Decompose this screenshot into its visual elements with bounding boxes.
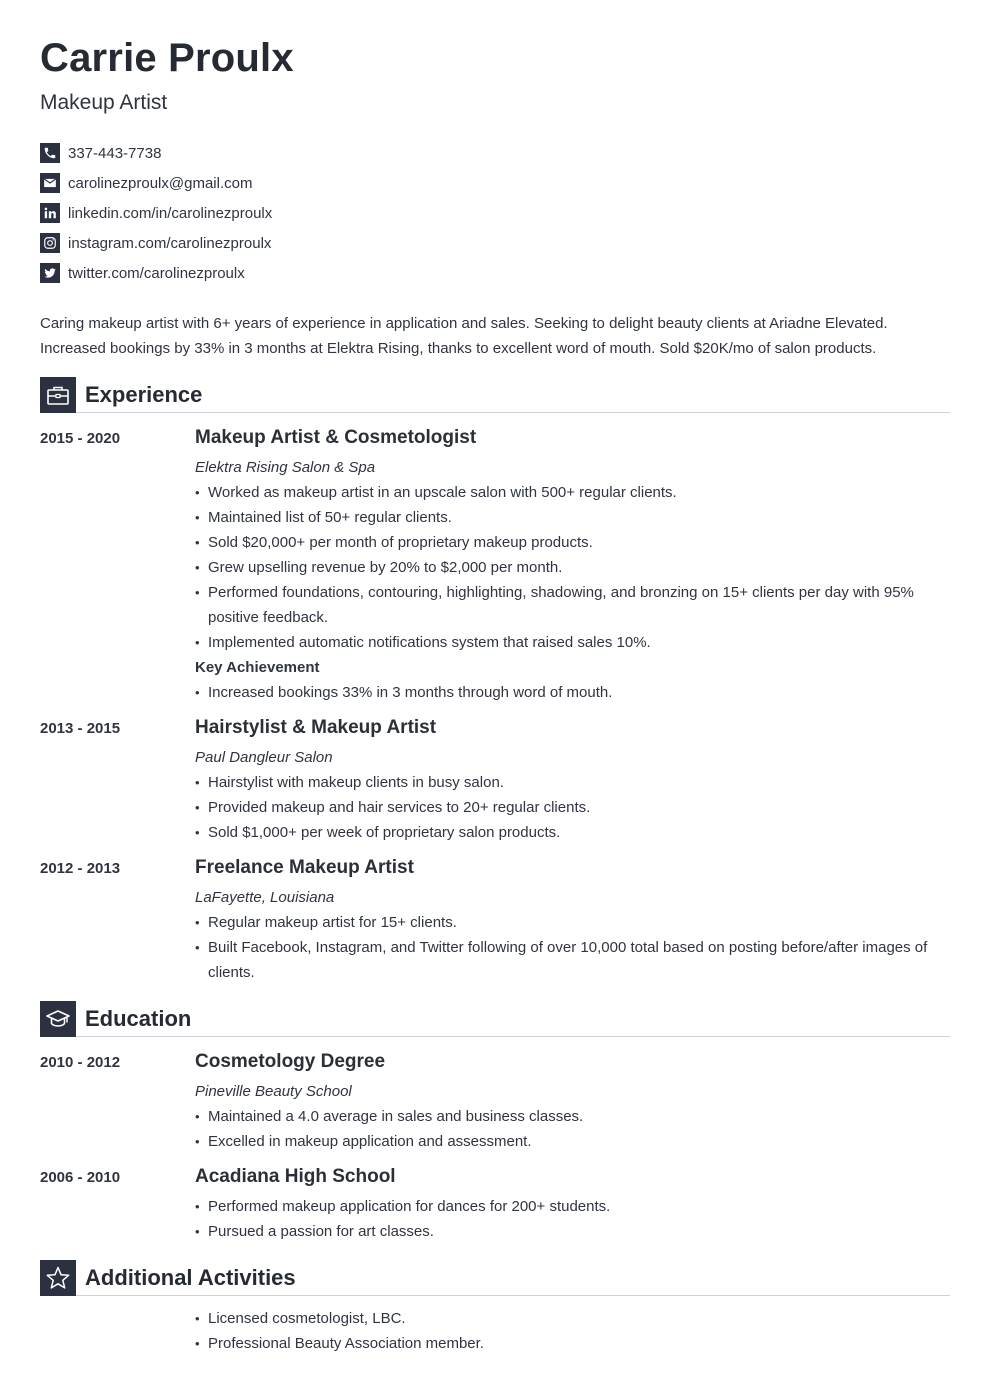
entry-body bbox=[195, 715, 935, 845]
email-icon bbox=[40, 173, 60, 193]
entry-title: Makeup Artist & Cosmetologist bbox=[195, 427, 477, 448]
contact-linkedin bbox=[40, 198, 440, 228]
experience-section bbox=[40, 377, 950, 981]
contact-email bbox=[40, 168, 440, 198]
entry-org: LaFayette, Louisiana bbox=[195, 889, 335, 906]
list-item: • Sold $1,000+ per week of proprietary salon products. bbox=[195, 820, 935, 845]
list-item: • Pursued a passion for art classes. bbox=[195, 1219, 935, 1244]
section-divider bbox=[76, 1295, 950, 1296]
entry-org: Pineville Beauty School bbox=[195, 1083, 352, 1100]
entry-body bbox=[195, 855, 935, 985]
entry-title: Acadiana High School bbox=[195, 1166, 396, 1187]
graduation-cap-icon bbox=[40, 1001, 76, 1037]
section-header bbox=[40, 1260, 950, 1296]
list-item: • Sold $20,000+ per month of proprietary makeup products. bbox=[195, 530, 935, 555]
phone-text[interactable]: 337-443-7738 bbox=[68, 144, 162, 162]
contact-instagram bbox=[40, 228, 440, 258]
instagram-icon bbox=[40, 233, 60, 253]
contact-twitter bbox=[40, 258, 440, 288]
list-item: • Provided makeup and hair services to 20+ regular clients. bbox=[195, 795, 935, 820]
entry-org: Paul Dangleur Salon bbox=[195, 749, 333, 766]
list-item: • Excelled in makeup application and assessment. bbox=[195, 1129, 935, 1154]
section-divider bbox=[76, 1036, 950, 1037]
section-header bbox=[40, 1001, 950, 1037]
entry-date: 2010 - 2012 bbox=[40, 1054, 121, 1071]
entry-date: 2006 - 2010 bbox=[40, 1169, 121, 1186]
list-item: • Maintained a 4.0 average in sales and business classes. bbox=[195, 1104, 935, 1129]
education-section bbox=[40, 1001, 950, 1240]
candidate-name: Carrie Proulx bbox=[40, 36, 294, 80]
linkedin-icon bbox=[40, 203, 60, 223]
entry-org: Elektra Rising Salon & Spa bbox=[195, 459, 376, 476]
list-item: • Hairstylist with makeup clients in busy salon. bbox=[195, 770, 935, 795]
job-title: Makeup Artist bbox=[40, 91, 168, 114]
contact-phone bbox=[40, 138, 440, 168]
list-item: • Performed makeup application for dances for 200+ students. bbox=[195, 1194, 935, 1219]
linkedin-text[interactable]: linkedin.com/in/carolinezproulx bbox=[68, 204, 273, 222]
entry-title: Freelance Makeup Artist bbox=[195, 857, 414, 878]
section-title: Education bbox=[85, 1006, 192, 1031]
entry-body bbox=[195, 1049, 935, 1154]
star-icon bbox=[40, 1260, 76, 1296]
list-item: • Increased bookings 33% in 3 months through word of mouth. bbox=[195, 680, 935, 705]
bullet-list bbox=[195, 1306, 935, 1356]
instagram-text[interactable]: instagram.com/carolinezproulx bbox=[68, 234, 272, 252]
entry-date: 2012 - 2013 bbox=[40, 860, 121, 877]
list-item: • Implemented automatic notifications system that raised sales 10%. bbox=[195, 630, 935, 655]
entry-date: 2015 - 2020 bbox=[40, 430, 121, 447]
list-item: • Licensed cosmetologist, LBC. bbox=[195, 1306, 935, 1331]
list-item: • Regular makeup artist for 15+ clients. bbox=[195, 910, 935, 935]
summary: Caring makeup artist with 6+ years of experience in application and sales. Seeking to delight beauty clients at Ariadne Elevated. Increased bookings by 33% in 3 months at Elektra Rising, thanks to excellent word of mouth. Sold $20K/mo of salon products. bbox=[40, 315, 888, 357]
bullet-list bbox=[195, 680, 935, 705]
bullet-list bbox=[195, 910, 935, 985]
section-title: Experience bbox=[85, 382, 203, 407]
bullet-list bbox=[195, 480, 935, 655]
email-text[interactable]: carolinezproulx@gmail.com bbox=[68, 174, 253, 192]
phone-icon bbox=[40, 143, 60, 163]
list-item: • Built Facebook, Instagram, and Twitter following of over 10,000 total based on posting before/after images of clients. bbox=[195, 935, 935, 985]
entry-title: Hairstylist & Makeup Artist bbox=[195, 717, 437, 738]
section-header bbox=[40, 377, 950, 413]
entry-body bbox=[195, 1164, 935, 1244]
list-item: • Worked as makeup artist in an upscale salon with 500+ regular clients. bbox=[195, 480, 935, 505]
bullet-list bbox=[195, 1194, 935, 1244]
twitter-text[interactable]: twitter.com/carolinezproulx bbox=[68, 264, 245, 282]
list-item: • Grew upselling revenue by 20% to $2,000 per month. bbox=[195, 555, 935, 580]
entry-body bbox=[195, 425, 935, 705]
bullet-list bbox=[195, 770, 935, 845]
section-title: Additional Activities bbox=[85, 1265, 296, 1290]
bullet-list bbox=[195, 1104, 935, 1154]
section-divider bbox=[76, 412, 950, 413]
entry-date: 2013 - 2015 bbox=[40, 720, 121, 737]
briefcase-icon bbox=[40, 377, 76, 413]
list-item: • Maintained list of 50+ regular clients. bbox=[195, 505, 935, 530]
activities-section bbox=[40, 1260, 950, 1352]
contact-list bbox=[40, 138, 440, 288]
twitter-icon bbox=[40, 263, 60, 283]
list-item: • Professional Beauty Association member. bbox=[195, 1331, 935, 1356]
entry-body bbox=[195, 1306, 935, 1356]
key-achievement-label: Key Achievement bbox=[195, 659, 320, 676]
list-item: • Performed foundations, contouring, highlighting, shadowing, and bronzing on 15+ clients per day with 95% positive feedback. bbox=[195, 580, 935, 630]
entry-title: Cosmetology Degree bbox=[195, 1051, 386, 1072]
